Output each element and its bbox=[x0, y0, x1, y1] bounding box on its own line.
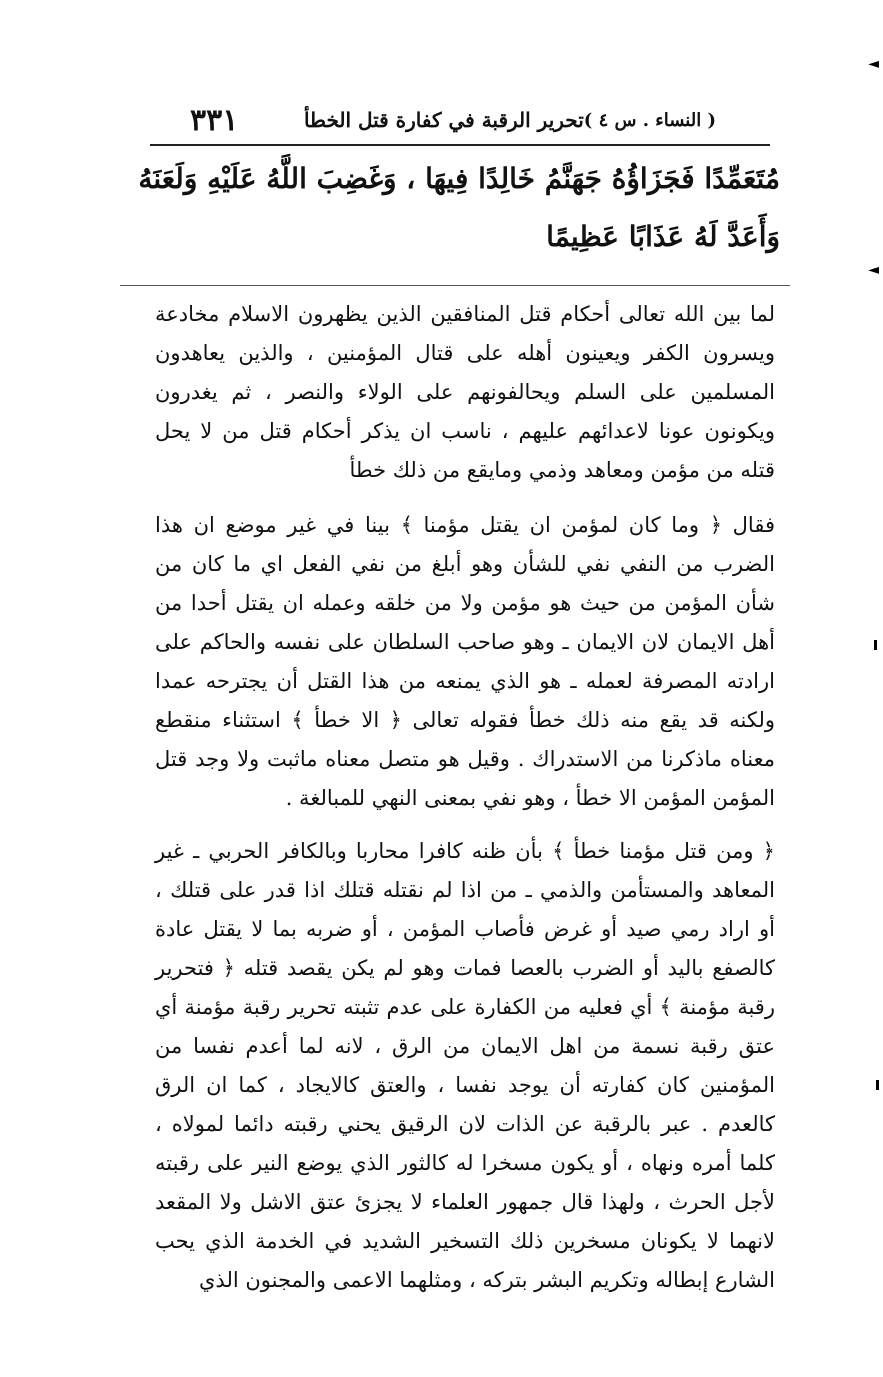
margin-mark bbox=[874, 640, 877, 650]
verse-divider bbox=[120, 285, 790, 286]
section-title: تحرير الرقبة في كفارة قتل الخطأ bbox=[303, 108, 584, 132]
paragraph: ﴿ ومن قتل مؤمنا خطأ ﴾ بأن ظنه كافرا محاربا وبالكافر الحربي ـ غير المعاهد والمستأمن والذمي ـ من اذا لم نقتله قتلك اذا قدر على قتلك ، أو اراد رمي صيد أو غرض فأصاب المؤمن ، أو ضربه بما لا يقتل عادة كالصفع باليد أو الضرب بالعصا فمات وهو لم يكن يقصد قتله ﴿ فتحرير رقبة مؤمنة ﴾ أي فعليه من الكفارة على عدم تثبته تحرير رقبة مؤمنة أي عتق رقبة نسمة من اهل الايمان من الرق ، لانه لما أعدم نفسا من المؤمنين كان كفارته أن يوجد نفسا ، والعتق كالايجاد ، كما ان الرق كالعدم . عبر بالرقبة عن الذات لان الرقيق يحني رقبته دائما لمولاه ، كلما أمره ونهاه ، أو يكون مسخرا له كالثور الذي يوضع النير على رقبته لأجل الحرث ، ولهذا قال جمهور العلماء لا يجزئ عتق الاشل ولا المقعد لانهما لا يكونان مسخرين ذلك التسخير الشديد في الخدمة الذي يحب الشارع إبطاله وتكريم البشر بتركه ، ومثلهما الاعمى والمجنون الذي bbox=[155, 839, 775, 1292]
margin-arrow-icon: ◄ bbox=[868, 56, 879, 72]
running-header bbox=[190, 98, 730, 142]
margin-arrow-icon: ◄ bbox=[868, 262, 879, 278]
header-rule bbox=[150, 144, 770, 146]
surah-reference: ( النساء . س ٤ ) bbox=[583, 109, 716, 131]
header-right-group bbox=[304, 108, 730, 132]
commentary-body bbox=[155, 295, 775, 1314]
paragraph: لما بين الله تعالى أحكام قتل المنافقين الذين يظهرون الاسلام مخادعة ويسرون الكفر ويعينون أهله على قتال المؤمنين ، والذين يعاهدون المسلمين على السلم ويحالفونهم على الولاء والنصر ، ثم يغدرون ويكونون عونا لاعدائهم عليهم ، ناسب ان يذكر أحكام قتل من لا يحل قتله من مؤمن ومعاهد وذمي ومايقع من ذلك خطأ bbox=[155, 302, 775, 482]
page-number: ٣٣١ bbox=[190, 102, 239, 138]
margin-mark bbox=[876, 1080, 879, 1090]
paragraph: فقال ﴿ وما كان لمؤمن ان يقتل مؤمنا ﴾ بينا في غير موضع ان هذا الضرب من النفي نفي للشأن وهو أبلغ من نفي الفعل اي ما كان من شأن المؤمن من حيث هو مؤمن ولا من خلقه وعمله ان يقتل أحدا من أهل الايمان لان الايمان ـ وهو صاحب السلطان على نفسه والحاكم على ارادته المصرفة لعمله ـ هو الذي يمنعه من هذا القتل أن يجترحه عمدا ولكنه قد يقع منه ذلك خطأ فقوله تعالى ﴿ الا خطأ ﴾ استثناء منقطع معناه ماذكرنا من الاستدراك . وقيل هو متصل معناه ماثبت ولا وجد قتل المؤمن المؤمن الا خطأ ، وهو نفي بمعنى النهي للمبالغة . bbox=[155, 513, 775, 810]
quran-verse: مُتَعَمِّدًا فَجَزَاؤُهُ جَهَنَّمُ خَالِدًا فِيهَا ، وَغَضِبَ اللَّهُ عَلَيْهِ وَلَعَنَهُ وَأَعَدَّ لَهُ عَذَابًا عَظِيمًا bbox=[138, 162, 780, 253]
